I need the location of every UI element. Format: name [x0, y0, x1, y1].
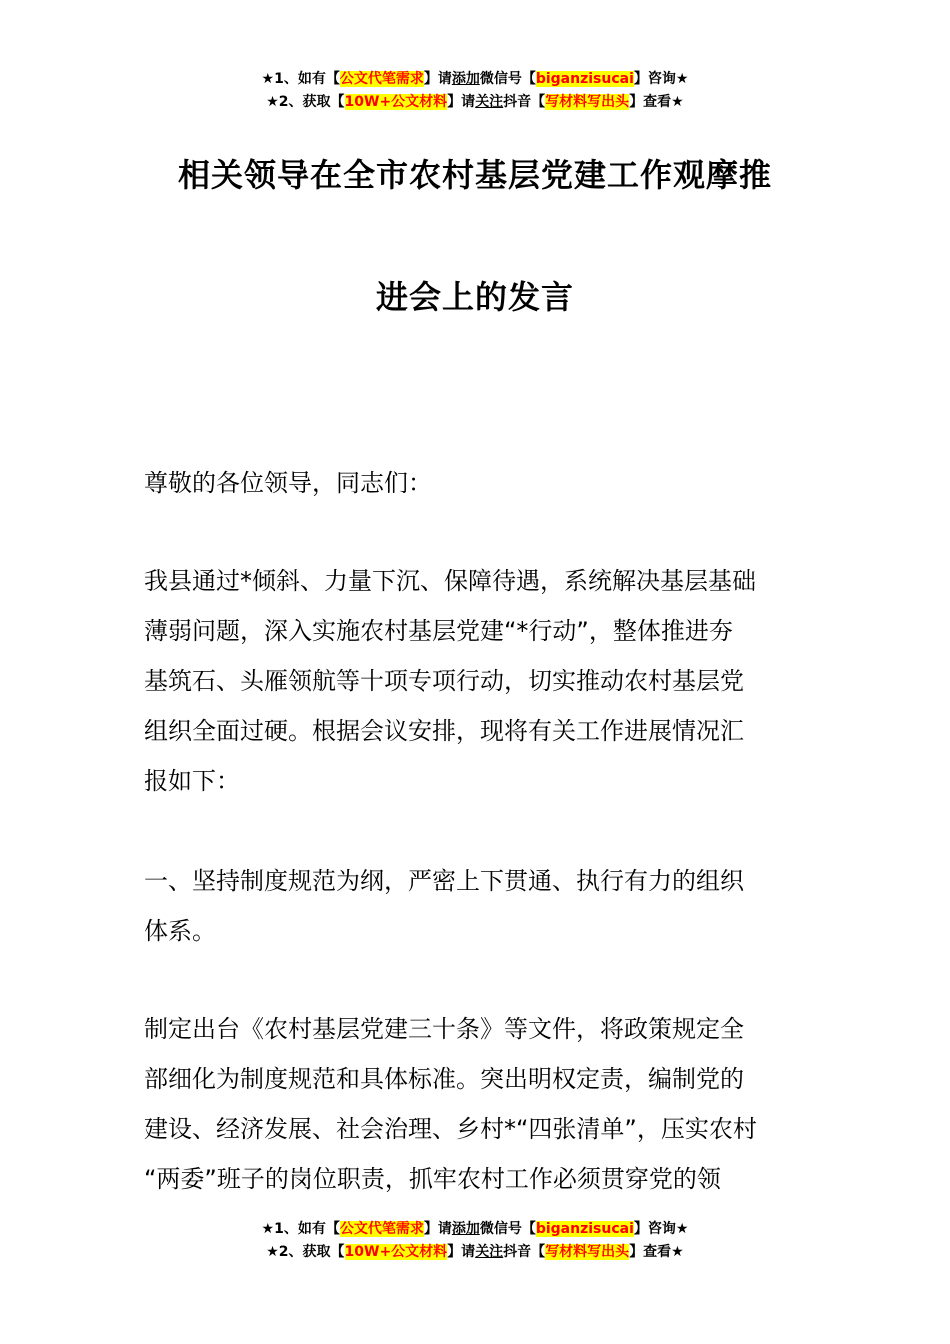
banner-emphasis: 关注: [475, 1244, 504, 1260]
banner-line-2: [0, 1241, 950, 1264]
banner-text: 微信号【: [479, 1221, 536, 1237]
paragraph-line: “两委”班子的岗位职责，抓牢农村工作必须贯穿党的领: [144, 1165, 721, 1193]
banner-highlight: 公文代笔需求: [339, 1221, 424, 1237]
heading-line: 体系。: [144, 917, 216, 945]
banner-highlight: 写材料写出头: [545, 1244, 630, 1260]
section-heading-1: [144, 856, 808, 956]
banner-text: 】请: [423, 71, 452, 87]
banner-highlight: 10W+公文材料: [344, 94, 448, 110]
paragraph-section-1: [144, 1004, 808, 1204]
paragraph-line: 建设、经济发展、社会治理、乡村*“四张清单”，压实农村: [144, 1115, 757, 1143]
banner-text: 】查看★: [629, 94, 684, 110]
banner-text: ★1、如有【: [261, 71, 340, 87]
document-title-line-2: 进会上的发言: [375, 278, 574, 316]
banner-text: ★2、获取【: [266, 94, 345, 110]
paragraph-line: 基筑石、头雁领航等十项专项行动，切实推动农村基层党: [144, 667, 744, 695]
salutation: 尊敬的各位领导，同志们：: [144, 469, 432, 497]
banner-highlight: 写材料写出头: [545, 94, 630, 110]
banner-text: 】咨询★: [633, 71, 689, 87]
paragraph-intro: [144, 556, 808, 806]
paragraph-line: 组织全面过硬。根据会议安排，现将有关工作进展情况汇: [144, 717, 744, 745]
banner-emphasis: 添加: [451, 1221, 480, 1237]
banner-emphasis: 添加: [451, 71, 480, 87]
banner-line-2: [0, 91, 950, 114]
banner-line-1: [0, 68, 950, 91]
banner-text: ★1、如有【: [261, 1221, 340, 1237]
footer-banner: [0, 1218, 950, 1264]
banner-highlight: 公文代笔需求: [339, 71, 424, 87]
banner-text: 微信号【: [479, 71, 536, 87]
banner-highlight: biganzisucai: [535, 1221, 634, 1237]
banner-highlight: biganzisucai: [535, 71, 634, 87]
banner-text: 】请: [423, 1221, 452, 1237]
banner-line-1: [0, 1218, 950, 1241]
banner-text: 】咨询★: [633, 1221, 689, 1237]
paragraph-line: 我县通过*倾斜、力量下沉、保障待遇，系统解决基层基础: [144, 567, 756, 595]
paragraph-line: 制定出台《农村基层党建三十条》等文件，将政策规定全: [144, 1015, 744, 1043]
header-banner: [0, 68, 950, 114]
document-title-line-1: 相关领导在全市农村基层党建工作观摩推: [177, 156, 772, 194]
banner-text: 】请: [447, 94, 476, 110]
paragraph-line: 薄弱问题，深入实施农村基层党建“*行动”，整体推进夯: [144, 617, 733, 645]
heading-line: 一、坚持制度规范为纲，严密上下贯通、执行有力的组织: [144, 867, 744, 895]
banner-text: 】查看★: [629, 1244, 684, 1260]
banner-text: ★2、获取【: [266, 1244, 345, 1260]
banner-emphasis: 关注: [475, 94, 504, 110]
banner-highlight: 10W+公文材料: [344, 1244, 448, 1260]
paragraph-line: 部细化为制度规范和具体标准。突出明权定责，编制党的: [144, 1065, 744, 1093]
banner-text: 抖音【: [503, 94, 546, 110]
paragraph-line: 报如下：: [144, 767, 240, 795]
banner-text: 抖音【: [503, 1244, 546, 1260]
banner-text: 】请: [447, 1244, 476, 1260]
